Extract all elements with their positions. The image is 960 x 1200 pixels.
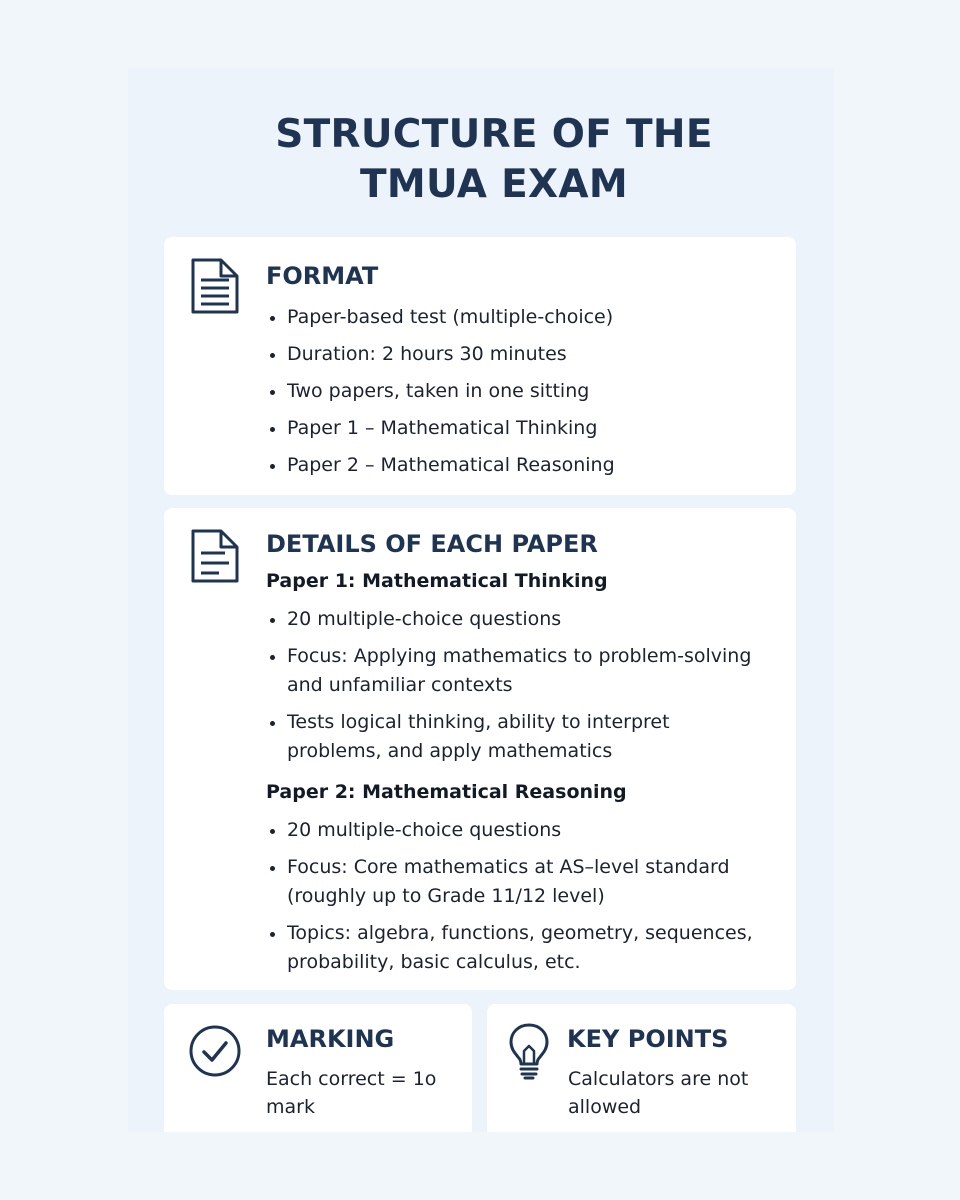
key-points-text: Calculators are not allowed — [568, 1068, 749, 1118]
marking-text: Each correct = 1o mark — [266, 1068, 437, 1118]
list-item: 20 multiple-choice questions — [267, 605, 787, 634]
key-points-heading: KEY POINTS — [567, 1025, 729, 1053]
details-heading: DETAILS OF EACH PAPER — [266, 530, 598, 558]
paper1-list — [267, 605, 787, 774]
check-circle-icon — [187, 1023, 243, 1083]
paper2-list — [267, 816, 782, 985]
format-card — [164, 237, 796, 495]
list-item: Topics: algebra, functions, geometry, sequences, probability, basic calculus, etc. — [267, 919, 782, 977]
page-title-line-2: TMUA EXAM — [359, 162, 629, 207]
list-item: Paper 1 – Mathematical Thinking — [267, 414, 767, 443]
list-item: Focus: Applying mathematics to problem-solving and unfamiliar contexts — [267, 642, 787, 700]
list-item: Focus: Core mathematics at AS–level standard (roughly up to Grade 11/12 level) — [267, 853, 782, 911]
marking-heading: MARKING — [266, 1025, 395, 1053]
page-title — [0, 110, 960, 210]
page-title-line-1: STRUCTURE OF THE — [275, 112, 713, 157]
document-icon — [188, 257, 242, 319]
marking-card — [164, 1004, 472, 1132]
list-item: Duration: 2 hours 30 minutes — [267, 340, 767, 369]
paper2-title: Paper 2: Mathematical Reasoning — [266, 781, 627, 803]
format-heading: FORMAT — [266, 262, 379, 290]
key-points-card — [487, 1004, 796, 1132]
list-item: Two papers, taken in one sitting — [267, 377, 767, 406]
document-icon — [188, 528, 242, 588]
paper1-title: Paper 1: Mathematical Thinking — [266, 570, 608, 592]
list-item: Tests logical thinking, ability to interpret problems, and apply mathematics — [267, 708, 787, 766]
list-item: 20 multiple-choice questions — [267, 816, 782, 845]
format-list — [267, 303, 767, 488]
details-card — [164, 508, 796, 990]
list-item: Paper-based test (multiple-choice) — [267, 303, 767, 332]
list-item: Paper 2 – Mathematical Reasoning — [267, 451, 767, 480]
lightbulb-icon — [507, 1021, 551, 1085]
